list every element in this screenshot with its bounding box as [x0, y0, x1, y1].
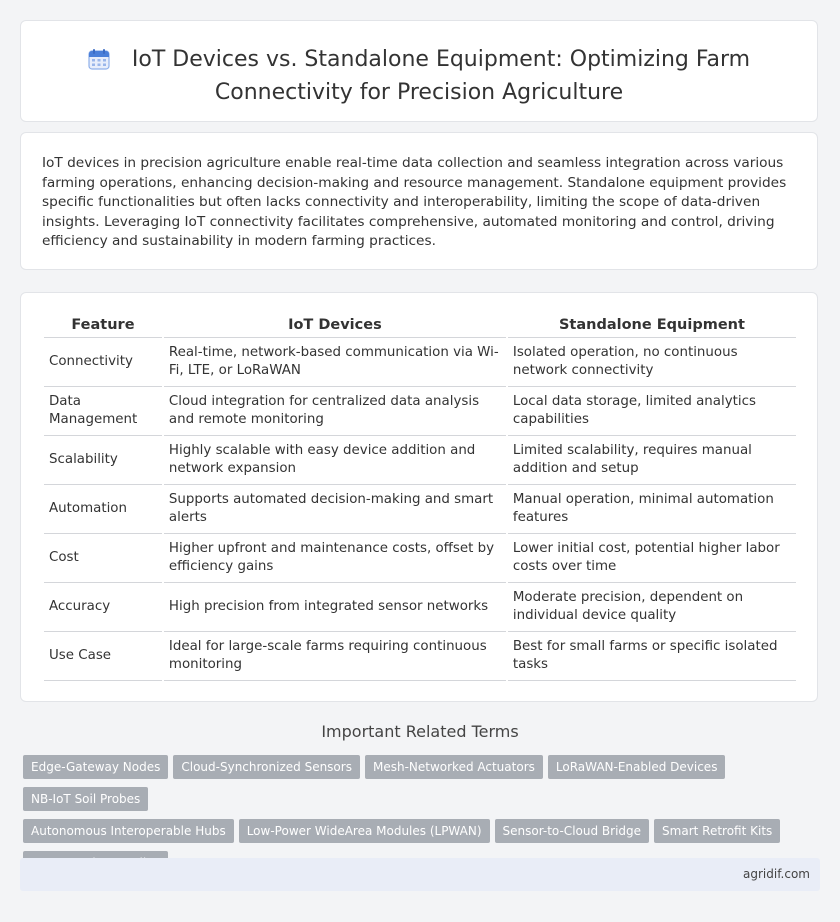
feature-cell: Cost	[44, 534, 162, 583]
related-term-tag[interactable]: Autonomous Interoperable Hubs	[23, 819, 234, 843]
related-term-tag[interactable]: Cloud-Synchronized Sensors	[173, 755, 360, 779]
standalone-cell: Moderate precision, dependent on individual device quality	[508, 583, 796, 632]
related-term-tag[interactable]: LoRaWAN-Enabled Devices	[548, 755, 726, 779]
iot-cell: Ideal for large-scale farms requiring continuous monitoring	[164, 632, 506, 681]
standalone-cell: Lower initial cost, potential higher labor costs over time	[508, 534, 796, 583]
standalone-cell: Best for small farms or specific isolated tasks	[508, 632, 796, 681]
footer-bar	[20, 858, 820, 891]
header-iot-devices: IoT Devices	[164, 316, 506, 338]
related-term-tag[interactable]: NB-IoT Soil Probes	[23, 787, 148, 811]
feature-cell: Accuracy	[44, 583, 162, 632]
feature-cell: Automation	[44, 485, 162, 534]
standalone-cell: Limited scalability, requires manual addition and setup	[508, 436, 796, 485]
table-row	[44, 436, 796, 485]
iot-cell: Supports automated decision-making and smart alerts	[164, 485, 506, 534]
table-row	[44, 632, 796, 681]
calendar-icon	[88, 48, 110, 78]
intro-card	[20, 132, 818, 270]
iot-cell: High precision from integrated sensor networks	[164, 583, 506, 632]
page-title	[21, 45, 817, 107]
header-standalone-equipment: Standalone Equipment	[508, 316, 796, 338]
table-header-row	[44, 316, 796, 338]
standalone-cell: Isolated operation, no continuous network connectivity	[508, 338, 796, 387]
standalone-cell: Local data storage, limited analytics capabilities	[508, 387, 796, 436]
related-term-tag[interactable]: Sensor-to-Cloud Bridge	[495, 819, 650, 843]
feature-cell: Scalability	[44, 436, 162, 485]
iot-cell: Higher upfront and maintenance costs, offset by efficiency gains	[164, 534, 506, 583]
title-card	[20, 20, 818, 122]
footer-site-link[interactable]: agridif.com	[743, 867, 810, 881]
related-term-tag[interactable]: Smart Retrofit Kits	[654, 819, 780, 843]
feature-cell: Data Management	[44, 387, 162, 436]
feature-cell: Use Case	[44, 632, 162, 681]
table-row	[44, 583, 796, 632]
feature-cell: Connectivity	[44, 338, 162, 387]
related-term-tag[interactable]: Edge-Gateway Nodes	[23, 755, 168, 779]
intro-paragraph: IoT devices in precision agriculture enable real-time data collection and seamless integration across various farming operations, enhancing decision-making and resource management. Standalone equipment provides specific functionalities but often lacks connectivity and interoperability, limiting the scope of data-driven insights. Leveraging IoT connectivity facilitates comprehensive, automated monitoring and control, driving efficiency and sustainability in modern farming practices.	[42, 155, 787, 250]
title-line-1: IoT Devices vs. Standalone Equipment: Optimizing Farm	[131, 47, 751, 72]
standalone-cell: Manual operation, minimal automation features	[508, 485, 796, 534]
comparison-card	[20, 292, 818, 702]
comparison-table	[42, 316, 798, 681]
iot-cell: Real-time, network-based communication via Wi-Fi, LTE, or LoRaWAN	[164, 338, 506, 387]
related-term-tag[interactable]: Low-Power WideArea Modules (LPWAN)	[239, 819, 490, 843]
title-line-2: Connectivity for Precision Agriculture	[214, 80, 624, 105]
iot-cell: Highly scalable with easy device addition and network expansion	[164, 436, 506, 485]
related-term-tag[interactable]: Mesh-Networked Actuators	[365, 755, 543, 779]
iot-cell: Cloud integration for centralized data analysis and remote monitoring	[164, 387, 506, 436]
table-row	[44, 485, 796, 534]
table-row	[44, 534, 796, 583]
header-feature: Feature	[44, 316, 162, 338]
related-terms-heading: Important Related Terms	[321, 722, 519, 741]
table-row	[44, 387, 796, 436]
table-row	[44, 338, 796, 387]
